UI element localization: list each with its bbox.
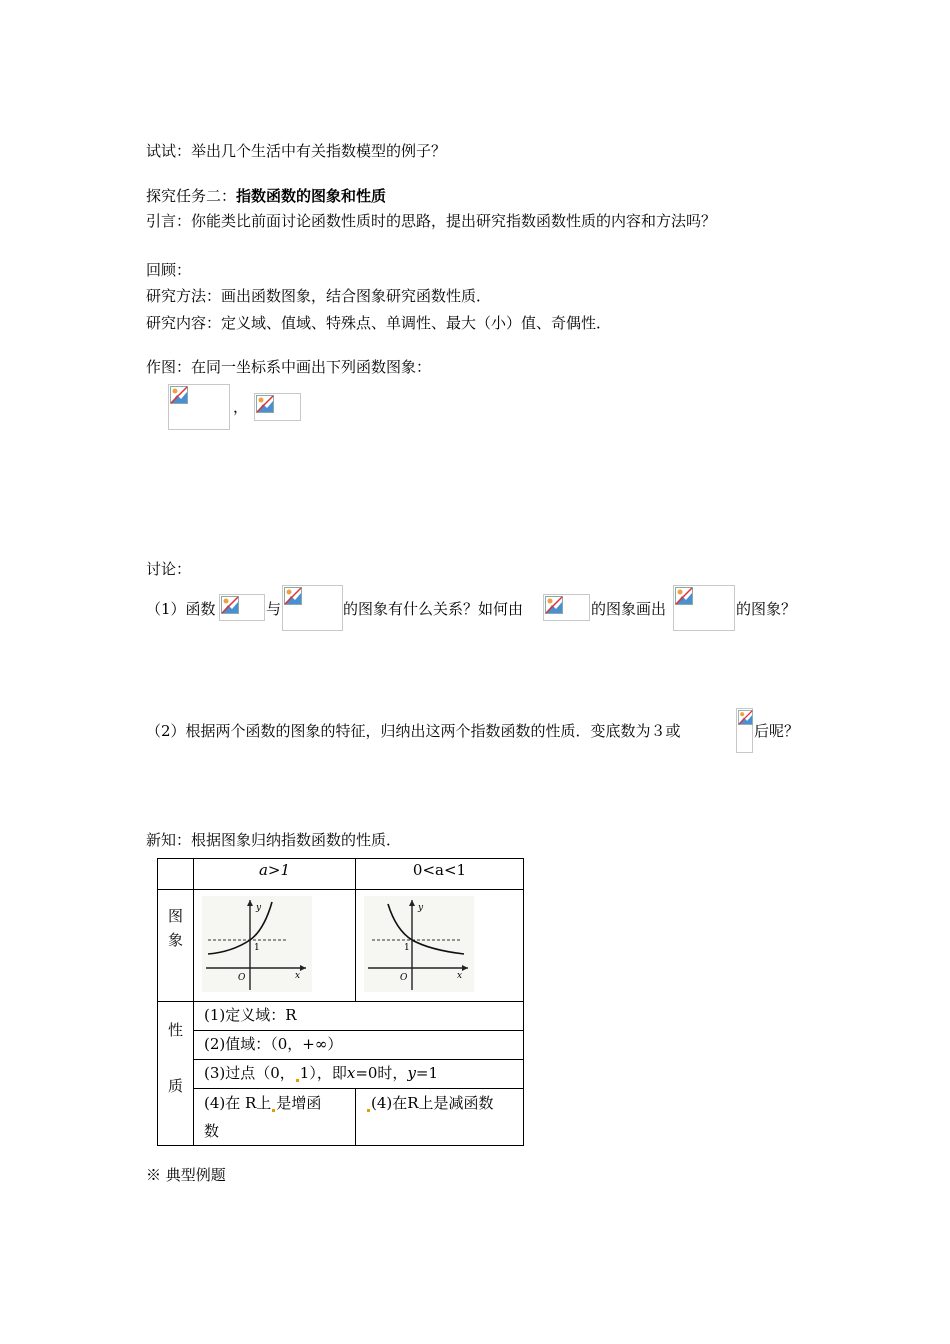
intro-line: 引言：你能类比前面讨论函数性质时的思路，提出研究指数函数性质的内容和方法吗？ xyxy=(146,212,717,230)
broken-image-icon xyxy=(738,710,753,725)
graph-row-label: 图 象 xyxy=(158,890,194,1002)
formula-image-placeholder xyxy=(254,393,301,421)
fixed-point-row: (3)过点（0， 1），即x=0时，y=1 xyxy=(194,1060,524,1089)
header-a-between-0-1: 0<a<1 xyxy=(356,859,524,890)
new-knowledge-line: 新知：根据图象归纳指数函数的性质． xyxy=(146,831,402,849)
task2-prefix: 探究任务二： xyxy=(146,187,237,205)
try-line: 试试：举出几个生活中有关指数模型的例子？ xyxy=(146,142,447,160)
property-row-label: 性 质 xyxy=(158,1002,194,1146)
discuss-line: 讨论： xyxy=(146,560,192,578)
q1-text-d: 的图象画出 xyxy=(591,600,667,618)
q1-text-b: 与 xyxy=(266,600,282,618)
method-line: 研究方法：画出函数图象，结合图象研究函数性质． xyxy=(146,287,492,305)
q1-text-e: 的图象？ xyxy=(736,600,797,618)
properties-table xyxy=(157,858,524,1146)
typical-examples-heading: ※ 典型例题 xyxy=(146,1166,226,1184)
svg-text:1: 1 xyxy=(404,943,410,953)
task2-title: 指数函数的图象和性质 xyxy=(236,187,387,205)
edit-mark-icon xyxy=(296,1079,299,1082)
review-line: 回顾： xyxy=(146,261,192,279)
task2-heading xyxy=(146,186,386,206)
formula-image-placeholder xyxy=(282,585,343,631)
increasing-exponential-graph xyxy=(202,896,312,992)
formula-image-placeholder xyxy=(168,384,230,430)
svg-text:O: O xyxy=(400,973,408,983)
decreasing-row: (4)在R上是减函数 xyxy=(356,1089,524,1146)
broken-image-icon xyxy=(675,587,693,605)
svg-text:x: x xyxy=(295,971,301,981)
svg-text:y: y xyxy=(256,903,262,913)
edit-mark-icon xyxy=(272,1109,275,1112)
formula-image-placeholder xyxy=(736,708,753,753)
q1-text-a: （1）函数 xyxy=(146,600,216,618)
formula-image-placeholder xyxy=(673,585,735,631)
broken-image-icon xyxy=(221,596,239,614)
formula-image-placeholder xyxy=(543,594,590,621)
svg-text:O: O xyxy=(238,973,246,983)
graph-decreasing-cell xyxy=(356,890,524,1002)
range-row: (2)值域：（0，+∞） xyxy=(194,1031,524,1060)
formula-image-placeholder xyxy=(219,594,265,621)
table-corner xyxy=(158,859,194,890)
broken-image-icon xyxy=(256,395,274,413)
broken-image-icon xyxy=(545,596,563,614)
graph-increasing-cell xyxy=(194,890,356,1002)
broken-image-icon xyxy=(170,386,188,404)
svg-text:1: 1 xyxy=(254,943,260,953)
q1-text-c: 的图象有什么关系？如何由 xyxy=(343,600,524,618)
header-a-gt-1: a>1 xyxy=(194,859,356,890)
broken-image-icon xyxy=(284,587,302,605)
q2-text-b: 后呢？ xyxy=(754,722,800,740)
domain-row: (1)定义域：R xyxy=(194,1002,524,1031)
svg-text:y: y xyxy=(418,903,424,913)
increasing-row: (4)在 R上 是增函 数 xyxy=(194,1089,356,1146)
comma: ， xyxy=(233,398,249,416)
q2-text-a: （2）根据两个函数的图象的特征，归纳出这两个指数函数的性质．变底数为３或 xyxy=(146,722,681,740)
svg-text:x: x xyxy=(457,971,463,981)
draw-line: 作图：在同一坐标系中画出下列函数图象： xyxy=(146,358,432,376)
decreasing-exponential-graph xyxy=(364,896,474,992)
content-line: 研究内容：定义域、值域、特殊点、单调性、最大（小）值、奇偶性． xyxy=(146,314,612,332)
edit-mark-icon xyxy=(367,1109,370,1112)
